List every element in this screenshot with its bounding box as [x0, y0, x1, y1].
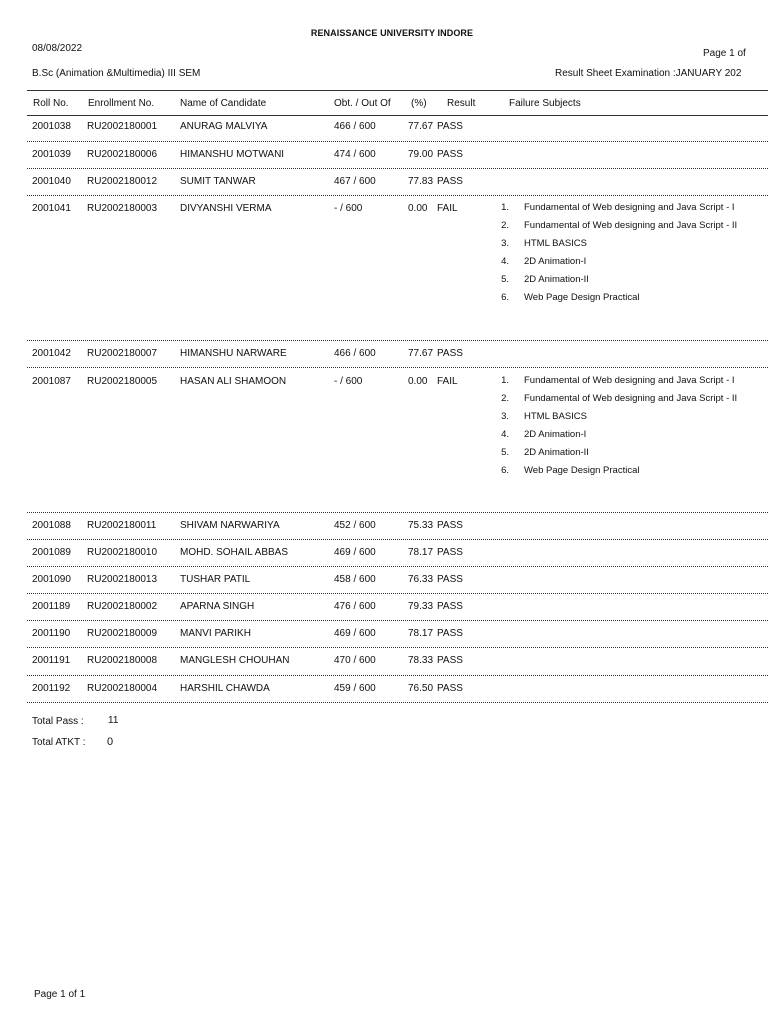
percent-cell: 77.67 — [408, 348, 434, 359]
result-cell: PASS — [437, 520, 463, 531]
row-separator — [27, 168, 768, 169]
percent-cell: 78.17 — [408, 547, 434, 558]
failure-subject-text: 2D Animation-II — [524, 447, 589, 458]
result-cell: PASS — [437, 628, 463, 639]
enrollment-no-cell: RU2002180012 — [87, 176, 158, 187]
failure-subject-text: 2D Animation-II — [524, 274, 589, 285]
candidate-name-cell: APARNA SINGH — [180, 601, 255, 612]
failure-subject-item: 1. Fundamental of Web designing and Java Script - I — [501, 202, 735, 213]
marks-cell: 466 / 600 — [334, 348, 376, 359]
marks-cell: 458 / 600 — [334, 574, 376, 585]
row-separator — [27, 647, 768, 648]
candidate-name-cell: HIMANSHU MOTWANI — [180, 149, 285, 160]
percent-cell: 78.33 — [408, 655, 434, 666]
percent-cell: 78.17 — [408, 628, 434, 639]
percent-cell: 0.00 — [408, 203, 428, 214]
print-date: 08/08/2022 — [32, 43, 83, 54]
enrollment-no-cell: RU2002180011 — [87, 520, 157, 531]
enrollment-no-cell: RU2002180009 — [87, 628, 158, 639]
candidate-name-cell: TUSHAR PATIL — [180, 574, 251, 585]
candidate-name-cell: MOHD. SOHAIL ABBAS — [180, 547, 288, 558]
percent-cell: 79.33 — [408, 601, 434, 612]
failure-subjects-list — [497, 201, 739, 309]
enrollment-no-cell: RU2002180002 — [87, 601, 158, 612]
row-separator — [27, 512, 768, 513]
row-separator — [27, 702, 768, 703]
result-cell: PASS — [437, 547, 463, 558]
enrollment-no-cell: RU2002180013 — [87, 574, 158, 585]
result-cell: FAIL — [437, 376, 458, 387]
result-cell: PASS — [437, 655, 463, 666]
failure-subject-text: Fundamental of Web designing and Java Script - II — [524, 393, 738, 404]
percent-cell: 77.67 — [408, 121, 434, 132]
failure-subject-item: 6. Web Page Design Practical — [501, 465, 640, 476]
row-separator — [27, 195, 768, 196]
marks-cell: 467 / 600 — [334, 176, 376, 187]
percent-cell: 75.33 — [408, 520, 434, 531]
roll-no-cell: 2001191 — [32, 655, 71, 666]
failure-subject-text: 2D Animation-I — [524, 429, 587, 440]
column-header-percent: (%) — [411, 98, 427, 109]
column-header-failures: Failure Subjects — [509, 98, 581, 109]
marks-cell: 469 / 600 — [334, 547, 376, 558]
total-atkt-label: Total ATKT : — [32, 737, 86, 748]
failure-subject-item: 4. 2D Animation-I — [501, 256, 587, 267]
result-cell: PASS — [437, 601, 463, 612]
marks-cell: 459 / 600 — [334, 683, 376, 694]
total-pass-label: Total Pass : — [32, 716, 84, 727]
header-bottom-rule — [27, 115, 768, 116]
enrollment-no-cell: RU2002180005 — [87, 376, 158, 387]
marks-cell: 476 / 600 — [334, 601, 376, 612]
marks-cell: 466 / 600 — [334, 121, 376, 132]
failure-subject-item: 5. 2D Animation-II — [501, 274, 589, 285]
candidate-name-cell: ANURAG MALVIYA — [180, 121, 268, 132]
column-header-roll: Roll No. — [33, 98, 69, 109]
row-separator — [27, 566, 768, 567]
failure-subject-item: 2. Fundamental of Web designing and Java Script - II — [501, 220, 738, 231]
enrollment-no-cell: RU2002180003 — [87, 203, 158, 214]
percent-cell: 0.00 — [408, 376, 428, 387]
failure-subject-item: 5. 2D Animation-II — [501, 447, 589, 458]
failure-subject-item: 4. 2D Animation-I — [501, 429, 587, 440]
page-indicator-top: Page 1 of — [703, 48, 746, 59]
marks-cell: 474 / 600 — [334, 149, 376, 160]
enrollment-no-cell: RU2002180001 — [87, 121, 158, 132]
roll-no-cell: 2001041 — [32, 203, 71, 214]
candidate-name-cell: SUMIT TANWAR — [180, 176, 256, 187]
roll-no-cell: 2001087 — [32, 376, 71, 387]
failure-subject-text: Web Page Design Practical — [524, 465, 640, 476]
marks-cell: 469 / 600 — [334, 628, 376, 639]
result-cell: PASS — [437, 574, 463, 585]
roll-no-cell: 2001038 — [32, 121, 71, 132]
enrollment-no-cell: RU2002180006 — [87, 149, 158, 160]
failure-subject-text: Web Page Design Practical — [524, 292, 640, 303]
column-header-enrollment: Enrollment No. — [88, 98, 155, 109]
enrollment-no-cell: RU2002180007 — [87, 348, 158, 359]
marks-cell: 470 / 600 — [334, 655, 376, 666]
result-cell: PASS — [437, 149, 463, 160]
failure-subject-text: Fundamental of Web designing and Java Script - I — [524, 202, 735, 213]
candidate-name-cell: HASAN ALI SHAMOON — [180, 376, 287, 387]
roll-no-cell: 2001090 — [32, 574, 71, 585]
course-name: B.Sc (Animation &Multimedia) III SEM — [32, 68, 201, 79]
result-cell: FAIL — [437, 203, 458, 214]
row-separator — [27, 593, 768, 594]
candidate-name-cell: MANVI PARIKH — [180, 628, 251, 639]
percent-cell: 76.50 — [408, 683, 434, 694]
percent-cell: 77.83 — [408, 176, 434, 187]
roll-no-cell: 2001189 — [32, 601, 71, 612]
result-cell: PASS — [437, 176, 463, 187]
row-separator — [27, 367, 768, 368]
candidate-name-cell: MANGLESH CHOUHAN — [180, 655, 290, 666]
roll-no-cell: 2001088 — [32, 520, 71, 531]
failure-subject-item: 1. Fundamental of Web designing and Java Script - I — [501, 375, 735, 386]
exam-session: Result Sheet Examination :JANUARY 202 — [555, 68, 742, 79]
roll-no-cell: 2001192 — [32, 683, 71, 694]
percent-cell: 76.33 — [408, 574, 434, 585]
total-pass-value: 11 — [108, 715, 119, 726]
marks-cell: 452 / 600 — [334, 520, 376, 531]
result-cell: PASS — [437, 121, 463, 132]
enrollment-no-cell: RU2002180004 — [87, 683, 158, 694]
page-indicator-bottom: Page 1 of 1 — [34, 989, 86, 1000]
candidate-name-cell: DIVYANSHI VERMA — [180, 203, 272, 214]
candidate-name-cell: HIMANSHU NARWARE — [180, 348, 287, 359]
result-cell: PASS — [437, 683, 463, 694]
roll-no-cell: 2001040 — [32, 176, 71, 187]
enrollment-no-cell: RU2002180008 — [87, 655, 158, 666]
column-header-result: Result — [447, 98, 476, 109]
roll-no-cell: 2001089 — [32, 547, 71, 558]
failure-subject-text: Fundamental of Web designing and Java Script - I — [524, 375, 735, 386]
roll-no-cell: 2001042 — [32, 348, 71, 359]
column-header-marks: Obt. / Out Of — [334, 98, 391, 109]
marks-cell: - / 600 — [334, 376, 363, 387]
university-title: RENAISSANCE UNIVERSITY INDORE — [310, 28, 474, 38]
candidate-name-cell: SHIVAM NARWARIYA — [180, 520, 280, 531]
row-separator — [27, 141, 768, 142]
failure-subject-item: 2. Fundamental of Web designing and Java Script - II — [501, 393, 738, 404]
failure-subject-text: 2D Animation-I — [524, 256, 587, 267]
column-header-name: Name of Candidate — [180, 98, 267, 109]
percent-cell: 79.00 — [408, 149, 434, 160]
failure-subjects-list — [497, 374, 739, 482]
row-separator — [27, 340, 768, 341]
roll-no-cell: 2001039 — [32, 149, 71, 160]
failure-subject-item: 3. HTML BASICS — [501, 238, 587, 249]
row-separator — [27, 675, 768, 676]
failure-subject-item: 3. HTML BASICS — [501, 411, 587, 422]
enrollment-no-cell: RU2002180010 — [87, 547, 158, 558]
failure-subject-text: Fundamental of Web designing and Java Script - II — [524, 220, 738, 231]
failure-subject-text: HTML BASICS — [524, 411, 587, 422]
total-atkt-value: 0 — [107, 736, 114, 748]
candidate-name-cell: HARSHIL CHAWDA — [180, 683, 270, 694]
row-separator — [27, 539, 768, 540]
row-separator — [27, 620, 768, 621]
result-cell: PASS — [437, 348, 463, 359]
failure-subject-text: HTML BASICS — [524, 238, 587, 249]
failure-subject-item: 6. Web Page Design Practical — [501, 292, 640, 303]
roll-no-cell: 2001190 — [32, 628, 71, 639]
marks-cell: - / 600 — [334, 203, 363, 214]
header-top-rule — [27, 90, 768, 91]
